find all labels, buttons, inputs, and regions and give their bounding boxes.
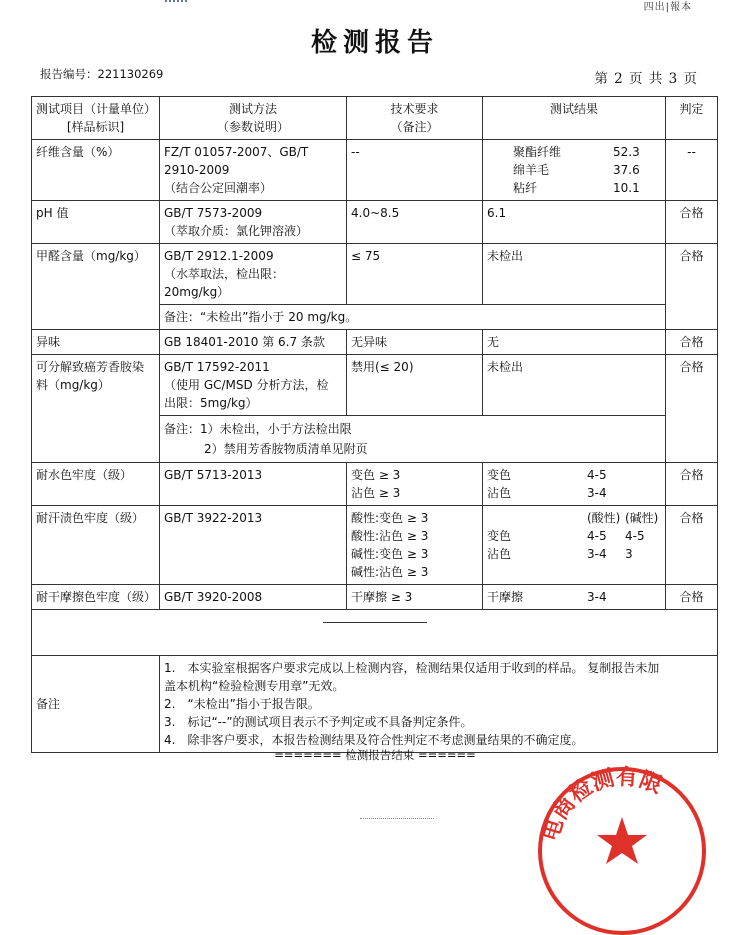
water-r1-val: 4-5 [587, 468, 607, 482]
fiber-result [483, 140, 666, 201]
header-verdict: 判定 [666, 97, 718, 140]
header-requirement [347, 97, 483, 140]
formaldehyde-result: 未检出 [483, 244, 666, 305]
formaldehyde-method-l1: GB/T 2912.1-2009 [164, 249, 274, 263]
water-result [483, 463, 666, 506]
fiber-method-l3: （结合公定回潮率） [164, 181, 273, 195]
amine-note-l2: 2）禁用芳香胺物质清单见附页 [204, 442, 368, 456]
remark-1: 1. 本实验室根据客户要求完成以上检测内容，检测结果仅适用于收到的样品。 复制报告未加 [164, 661, 660, 675]
amine-method [160, 355, 347, 416]
odor-verdict: 合格 [666, 330, 718, 355]
rubbing-verdict: 合格 [666, 585, 718, 610]
rubbing-r-val: 3-4 [587, 590, 607, 604]
test-results-table [31, 96, 718, 753]
report-number-value: 221130269 [97, 67, 164, 81]
fiber-requirement: -- [347, 140, 483, 201]
table-row-water [32, 463, 718, 506]
water-r1-name: 变色 [487, 468, 512, 482]
perspiration-req-l2: 酸性:沾色 ≥ 3 [351, 529, 429, 543]
seal-text: 电商检测有限 [537, 764, 666, 845]
fiber-r3-name: 粘纤 [513, 181, 538, 195]
water-item: 耐水色牢度（级） [32, 463, 160, 506]
ph-verdict: 合格 [666, 201, 718, 244]
header-req-l2: （备注） [390, 120, 439, 134]
perspiration-req-l1: 酸性:变色 ≥ 3 [351, 511, 429, 525]
water-method: GB/T 5713-2013 [160, 463, 347, 506]
header-method [160, 97, 347, 140]
formaldehyde-requirement: ≤ 75 [347, 244, 483, 305]
amine-result: 未检出 [483, 355, 666, 416]
perspiration-result [483, 506, 666, 585]
perspiration-r1-acid: 4-5 [587, 529, 607, 543]
bottom-dotted-line [360, 818, 434, 819]
table-row-formaldehyde [32, 244, 718, 305]
report-end-text: ======= 检测报告结束 ====== [274, 748, 476, 762]
separator-cell [32, 610, 718, 656]
ph-item: pH 值 [32, 201, 160, 244]
table-row-perspiration [32, 506, 718, 585]
amine-method-l1: GB/T 17592-2011 [164, 360, 270, 374]
perspiration-r1-alkali: 4-5 [625, 529, 645, 543]
rubbing-item: 耐干摩擦色牢度（级） [32, 585, 160, 610]
fiber-r2-val: 37.6 [613, 163, 640, 177]
table-row-amine [32, 355, 718, 416]
table-row-rubbing [32, 585, 718, 610]
perspiration-item: 耐汗渍色牢度（级） [32, 506, 160, 585]
remark-2: 2. “未检出”指小于报告限。 [164, 697, 320, 711]
perspiration-req-l3: 碱性:变色 ≥ 3 [351, 547, 429, 561]
formaldehyde-note: 备注：“未检出”指小于 20 mg/kg。 [160, 305, 666, 330]
fiber-method-l2: 2910-2009 [164, 163, 230, 177]
formaldehyde-method [160, 244, 347, 305]
remarks-content [160, 656, 718, 753]
amine-method-l2: （使用 GC/MSD 分析方法，检 [164, 378, 329, 392]
remark-1-cont: 盖本机构“检验检测专用章”无效。 [164, 679, 345, 693]
report-number [40, 66, 163, 82]
odor-item: 异味 [32, 330, 160, 355]
water-requirement [347, 463, 483, 506]
ph-method-l2: （萃取介质：氯化钾溶液） [164, 224, 309, 238]
perspiration-r2-alkali: 3 [625, 547, 633, 561]
report-number-label: 报告编号： [40, 67, 98, 81]
odor-method: GB 18401-2010 第 6.7 条款 [160, 330, 347, 355]
official-seal [532, 755, 712, 935]
perspiration-hdr-acid: (酸性) [587, 511, 621, 525]
amine-note [160, 416, 666, 463]
rubbing-method: GB/T 3920-2008 [160, 585, 347, 610]
seal-star-icon [597, 817, 647, 864]
amine-item-l1: 可分解致癌芳香胺染 [36, 360, 145, 374]
perspiration-hdr-alkali: (碱性) [625, 511, 659, 525]
water-req-l2: 沾色 ≥ 3 [351, 486, 401, 500]
perspiration-r2-name: 沾色 [487, 547, 512, 561]
formaldehyde-method-l2: （水萃取法，检出限：20mg/kg） [164, 267, 285, 299]
fiber-r1-name: 聚酯纤维 [513, 145, 562, 159]
perspiration-verdict: 合格 [666, 506, 718, 585]
rubbing-result [483, 585, 666, 610]
table-header-row [32, 97, 718, 140]
header-item [32, 97, 160, 140]
top-scan-mark [165, 0, 187, 4]
top-right-mark: 四出|報本 [643, 2, 692, 13]
remark-3: 3. 标记“--”的测试项目表示不予判定或不具备判定条件。 [164, 715, 473, 729]
ph-method-l1: GB/T 7573-2009 [164, 206, 263, 220]
page-title: 检测报告 [310, 28, 439, 58]
amine-requirement: 禁用(≤ 20) [347, 355, 483, 416]
perspiration-r1-name: 变色 [487, 529, 512, 543]
rubbing-r-name: 干摩擦 [487, 590, 524, 604]
fiber-method [160, 140, 347, 201]
table-row-ph [32, 201, 718, 244]
water-req-l1: 变色 ≥ 3 [351, 468, 401, 482]
ph-requirement: 4.0~8.5 [347, 201, 483, 244]
header-req-l1: 技术要求 [390, 102, 439, 116]
fiber-r1-val: 52.3 [613, 145, 640, 159]
page-indicator: 第 2 页 共 3 页 [594, 71, 698, 87]
ph-method [160, 201, 347, 244]
amine-method-l3: 出限：5mg/kg） [164, 396, 258, 410]
table-row-fiber [32, 140, 718, 201]
amine-item-l2: 料（mg/kg） [36, 378, 110, 392]
table-row-remarks [32, 656, 718, 753]
remark-4: 4. 除非客户要求，本报告检测结果及符合性判定不考虑测量结果的不确定度。 [164, 733, 584, 747]
perspiration-req-l4: 碱性:沾色 ≥ 3 [351, 565, 429, 579]
header-method-l1: 测试方法 [228, 102, 277, 116]
fiber-method-l1: FZ/T 01057-2007、GB/T [164, 145, 309, 159]
header-item-l2: [样品标识] [66, 120, 125, 134]
rubbing-requirement: 干摩擦 ≥ 3 [347, 585, 483, 610]
water-verdict: 合格 [666, 463, 718, 506]
fiber-item: 纤维含量（%） [32, 140, 160, 201]
odor-requirement: 无异味 [347, 330, 483, 355]
amine-note-l1: 备注：1）未检出，小于方法检出限 [164, 422, 352, 436]
formaldehyde-verdict: 合格 [666, 244, 718, 330]
fiber-r2-name: 绵羊毛 [513, 163, 550, 177]
perspiration-method: GB/T 3922-2013 [160, 506, 347, 585]
header-item-l1: 测试项目（计量单位） [36, 102, 157, 116]
fiber-r3-val: 10.1 [613, 181, 640, 195]
header-result: 测试结果 [483, 97, 666, 140]
amine-verdict: 合格 [666, 355, 718, 463]
water-r2-val: 3-4 [587, 486, 607, 500]
end-of-results-line [323, 622, 427, 623]
table-row-separator [32, 610, 718, 656]
ph-result: 6.1 [483, 201, 666, 244]
perspiration-r2-acid: 3-4 [587, 547, 607, 561]
perspiration-requirement [347, 506, 483, 585]
odor-result: 无 [483, 330, 666, 355]
water-r2-name: 沾色 [487, 486, 512, 500]
fiber-verdict: -- [666, 140, 718, 201]
table-row-odor [32, 330, 718, 355]
amine-item [32, 355, 160, 463]
remarks-label: 备注 [32, 656, 160, 753]
header-method-l2: （参数说明） [216, 120, 289, 134]
formaldehyde-item: 甲醛含量（mg/kg） [32, 244, 160, 330]
